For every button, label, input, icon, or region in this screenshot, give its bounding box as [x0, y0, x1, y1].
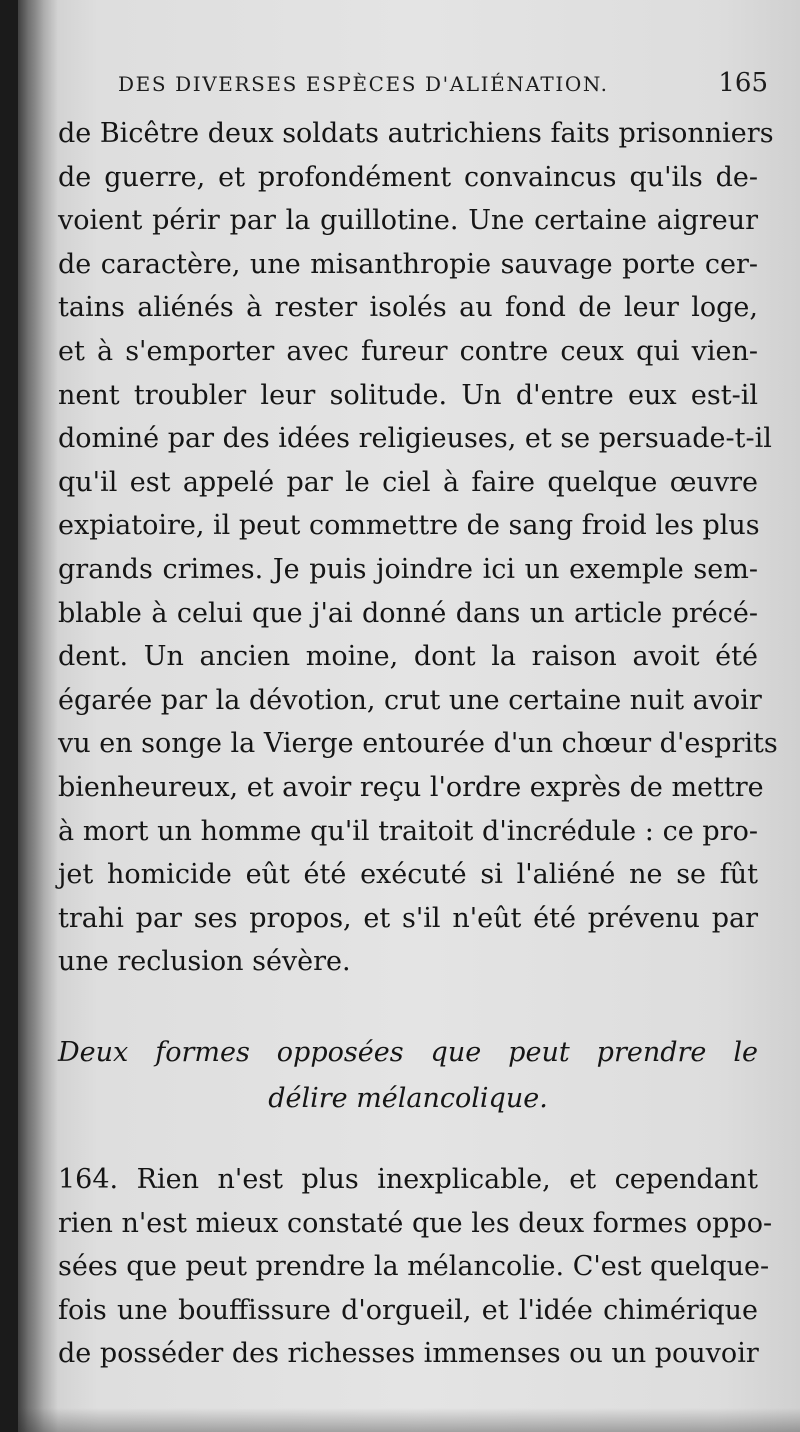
section-heading-line-2: délire mélancolique. — [268, 1083, 548, 1114]
text-line: bienheureux, et avoir reçu l'ordre exprès de mettre — [58, 771, 764, 803]
text-line: une reclusion sévère. — [58, 946, 351, 978]
text-line: de Bicêtre deux soldats autrichiens faits prisonniers — [58, 118, 774, 149]
text-line: nent troubler leur solitude. Un d'entre eux est-il — [58, 379, 758, 411]
text-line: expiatoire, il peut commettre de sang froid les plus — [58, 510, 760, 542]
page-header — [118, 66, 768, 106]
text-line: dent. Un ancien moine, dont la raison avoit été — [58, 641, 758, 673]
text-line: jet homicide eût été exécuté si l'aliéné ne se fût — [58, 859, 758, 891]
text-line: vu en songe la Vierge entourée d'un chœur d'esprits — [58, 728, 778, 760]
text-line: grands crimes. Je puis joindre ici un exemple sem- — [58, 553, 758, 585]
page-bottom-shadow — [18, 1408, 800, 1432]
section-heading-line-1: Deux formes opposées que peut prendre le — [58, 1037, 758, 1068]
text-line: rien n'est mieux constaté que les deux formes oppo- — [58, 1207, 773, 1239]
page-gutter-shadow — [18, 0, 58, 1432]
text-line: de posséder des richesses immenses ou un pouvoir — [58, 1338, 759, 1370]
text-line: blable à celui que j'ai donné dans un article précé- — [58, 597, 758, 629]
paragraph-1 — [58, 112, 778, 984]
text-line: trahi par ses propos, et s'il n'eût été prévenu par — [58, 902, 758, 934]
running-title: DES DIVERSES ESPÈCES D'ALIÉNATION. — [118, 72, 609, 96]
text-line: dominé par des idées religieuses, et se persuade-t-il — [58, 423, 772, 455]
text-line: de caractère, une misanthropie sauvage porte cer- — [58, 248, 758, 280]
text-line: qu'il est appelé par le ciel à faire quelque œuvre — [58, 466, 758, 498]
text-line: sées que peut prendre la mélancolie. C'est quelque- — [58, 1251, 770, 1283]
text-line: de guerre, et profondément convaincus qu'ils de- — [58, 161, 758, 193]
text-line: et à s'emporter avec fureur contre ceux qui vien- — [58, 335, 758, 367]
text-line: 164. Rien n'est plus inexplicable, et cependant — [58, 1164, 758, 1195]
text-line: tains aliénés à rester isolés au fond de leur loge, — [58, 292, 758, 324]
page-number: 165 — [718, 68, 768, 98]
text-line: fois une bouffissure d'orgueil, et l'idée chimérique — [58, 1294, 758, 1326]
text-line: à mort un homme qu'il traitoit d'incrédule : ce pro- — [58, 815, 758, 847]
paragraph-2 — [58, 1158, 773, 1376]
text-line: égarée par la dévotion, crut une certaine nuit avoir — [58, 684, 762, 716]
section-heading — [58, 1030, 758, 1122]
text-line: voient périr par la guillotine. Une certaine aigreur — [58, 205, 758, 237]
